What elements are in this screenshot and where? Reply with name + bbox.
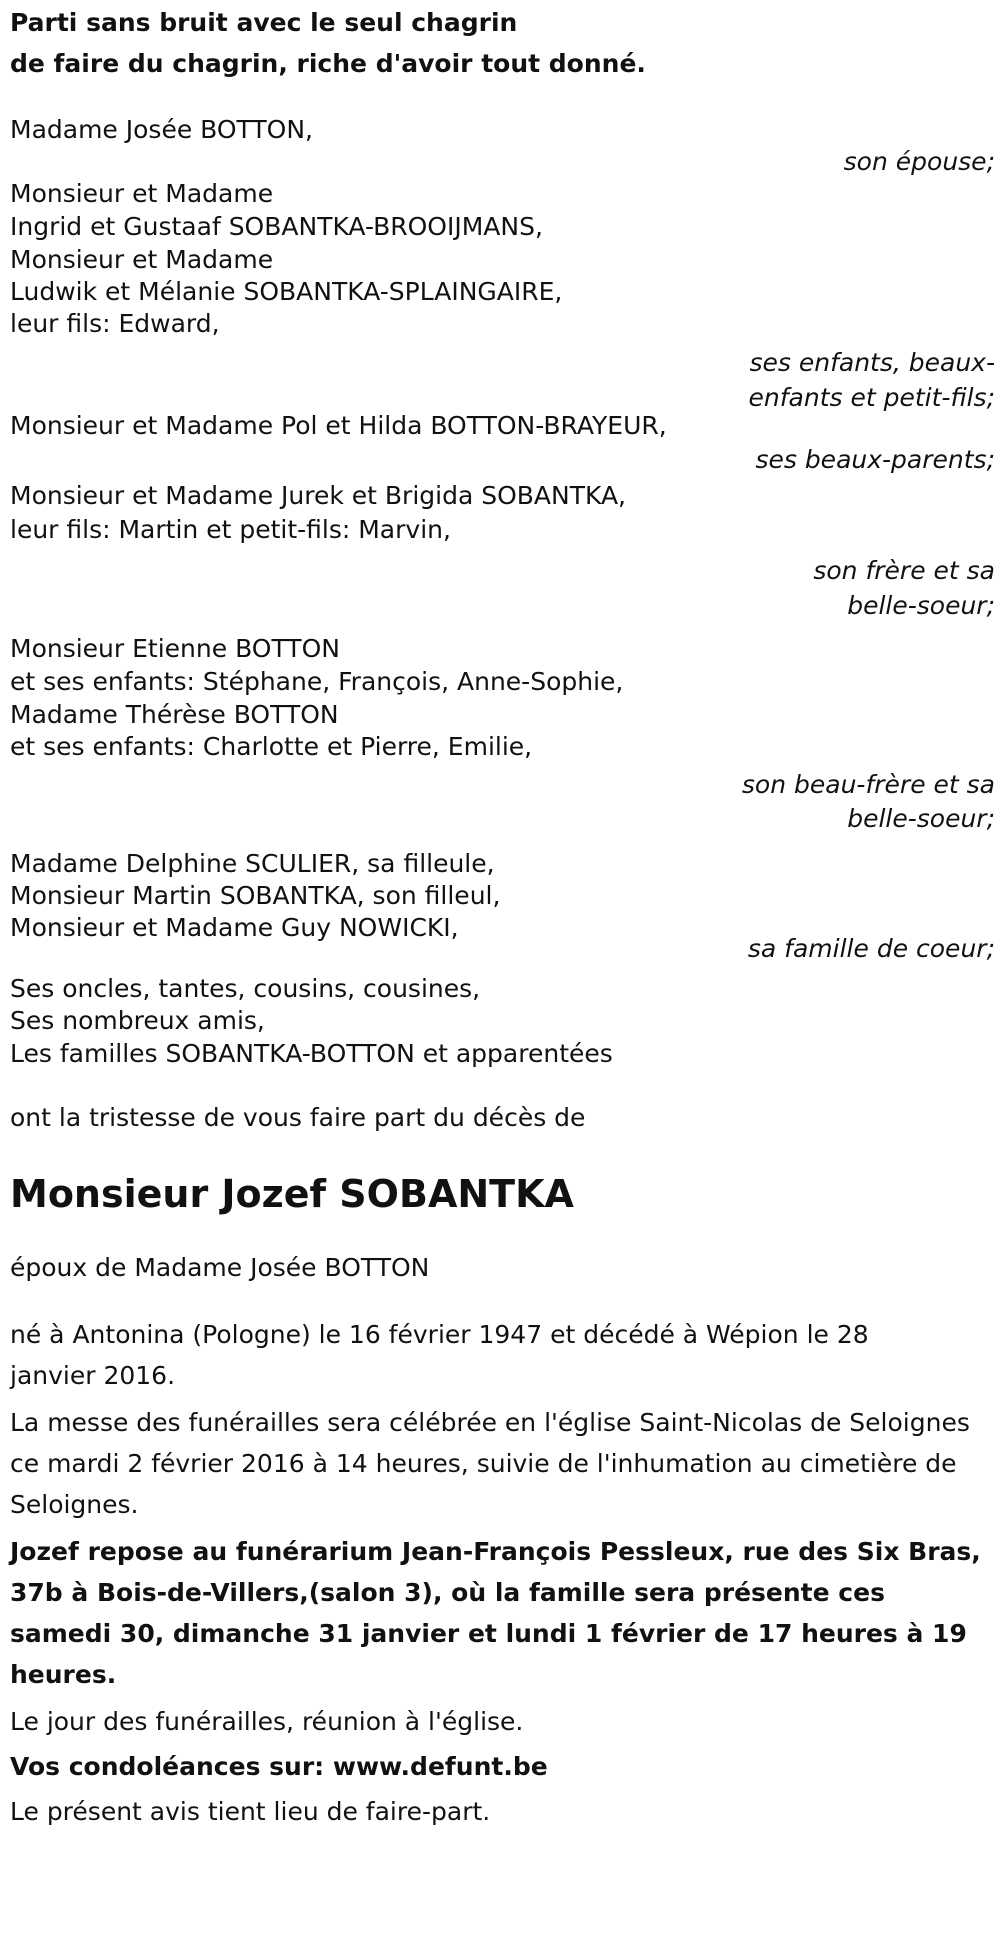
epigraph-line: de faire du chagrin, riche d'avoir tout donné. — [10, 49, 646, 78]
relation-label: son épouse; — [843, 147, 995, 176]
family-name-line: Monsieur et Madame Guy NOWICKI, — [10, 913, 459, 942]
birth-death-paragraph: né à Antonina (Pologne) le 16 février 1947 et décédé à Wépion le 28 janvier 2016. — [10, 1320, 869, 1390]
family-name-line: Madame Josée BOTTON, — [10, 115, 313, 144]
family-group-spouse — [10, 114, 995, 178]
family-name-line: Ingrid et Gustaaf SOBANTKA-BROOIJMANS, — [10, 212, 543, 241]
family-group-parents-in-law — [10, 410, 995, 478]
relation-label: ses enfants, beaux- — [749, 348, 995, 377]
family-group-heart — [10, 847, 995, 966]
family-name-line: Ludwik et Mélanie SOBANTKA-SPLAINGAIRE, — [10, 277, 563, 306]
epigraph — [10, 2, 995, 84]
family-name-line: Monsieur et Madame — [10, 245, 274, 274]
deceased-name: Monsieur Jozef SOBANTKA — [10, 1172, 574, 1216]
condolences-line: Vos condoléances sur: www.defunt.be — [10, 1752, 548, 1781]
relation-label: belle-soeur; — [847, 804, 995, 833]
meeting-paragraph: Le jour des funérailles, réunion à l'église. — [10, 1707, 524, 1736]
family-group-brother-in-law — [10, 632, 995, 835]
family-name-line: Monsieur Etienne BOTTON — [10, 634, 340, 663]
family-name-line: Monsieur et Madame Jurek et Brigida SOBANTKA, — [10, 481, 627, 510]
mass-paragraph: La messe des funérailles sera célébrée en l'église Saint-Nicolas de Seloignes ce mardi 2 février 2016 à 14 heures, suivie de l'inhumation au cimetière de Seloignes. — [10, 1408, 970, 1519]
family-name-line: Monsieur et Madame Pol et Hilda BOTTON-BRAYEUR, — [10, 411, 667, 440]
family-name-line: Madame Delphine SCULIER, sa filleule, — [10, 849, 495, 878]
epigraph-line: Parti sans bruit avec le seul chagrin — [10, 8, 518, 37]
obituary-notice — [10, 0, 995, 1832]
family-group-children — [10, 178, 995, 414]
family-group-brother — [10, 478, 995, 622]
relation-label: sa famille de coeur; — [747, 934, 995, 963]
family-name-line: leur fils: Martin et petit-fils: Marvin, — [10, 515, 451, 544]
family-name-line: Monsieur Martin SOBANTKA, son filleul, — [10, 881, 501, 910]
family-name-line: leur fils: Edward, — [10, 309, 220, 338]
relation-label: belle-soeur; — [847, 591, 995, 620]
spouse-line: époux de Madame Josée BOTTON — [10, 1253, 430, 1282]
family-name-line: et ses enfants: Stéphane, François, Anne-Sophie, — [10, 667, 624, 696]
extended-line: Les familles SOBANTKA-BOTTON et apparentées — [10, 1039, 613, 1068]
relation-label: son frère et sa — [813, 556, 995, 585]
relation-label: ses beaux-parents; — [755, 445, 995, 474]
relation-label: enfants et petit-fils; — [748, 383, 995, 412]
family-name-line: Madame Thérèse BOTTON — [10, 700, 339, 729]
extended-line: Ses nombreux amis, — [10, 1006, 265, 1035]
funerarium-paragraph: Jozef repose au funérarium Jean-François Pessleux, rue des Six Bras, 37b à Bois-de-Villers,(salon 3), où la famille sera présente ces samedi 30, dimanche 31 janvier et lundi 1 février de 17 heures à 19 heures. — [10, 1537, 981, 1689]
announcement: ont la tristesse de vous faire part du décès de — [10, 1103, 586, 1132]
family-name-line: Monsieur et Madame — [10, 179, 274, 208]
extended-line: Ses oncles, tantes, cousins, cousines, — [10, 974, 481, 1003]
relation-label: son beau-frère et sa — [741, 770, 995, 799]
family-name-line: et ses enfants: Charlotte et Pierre, Emilie, — [10, 732, 533, 761]
extended-family — [10, 972, 995, 1070]
notice-line: Le présent avis tient lieu de faire-part. — [10, 1797, 491, 1826]
